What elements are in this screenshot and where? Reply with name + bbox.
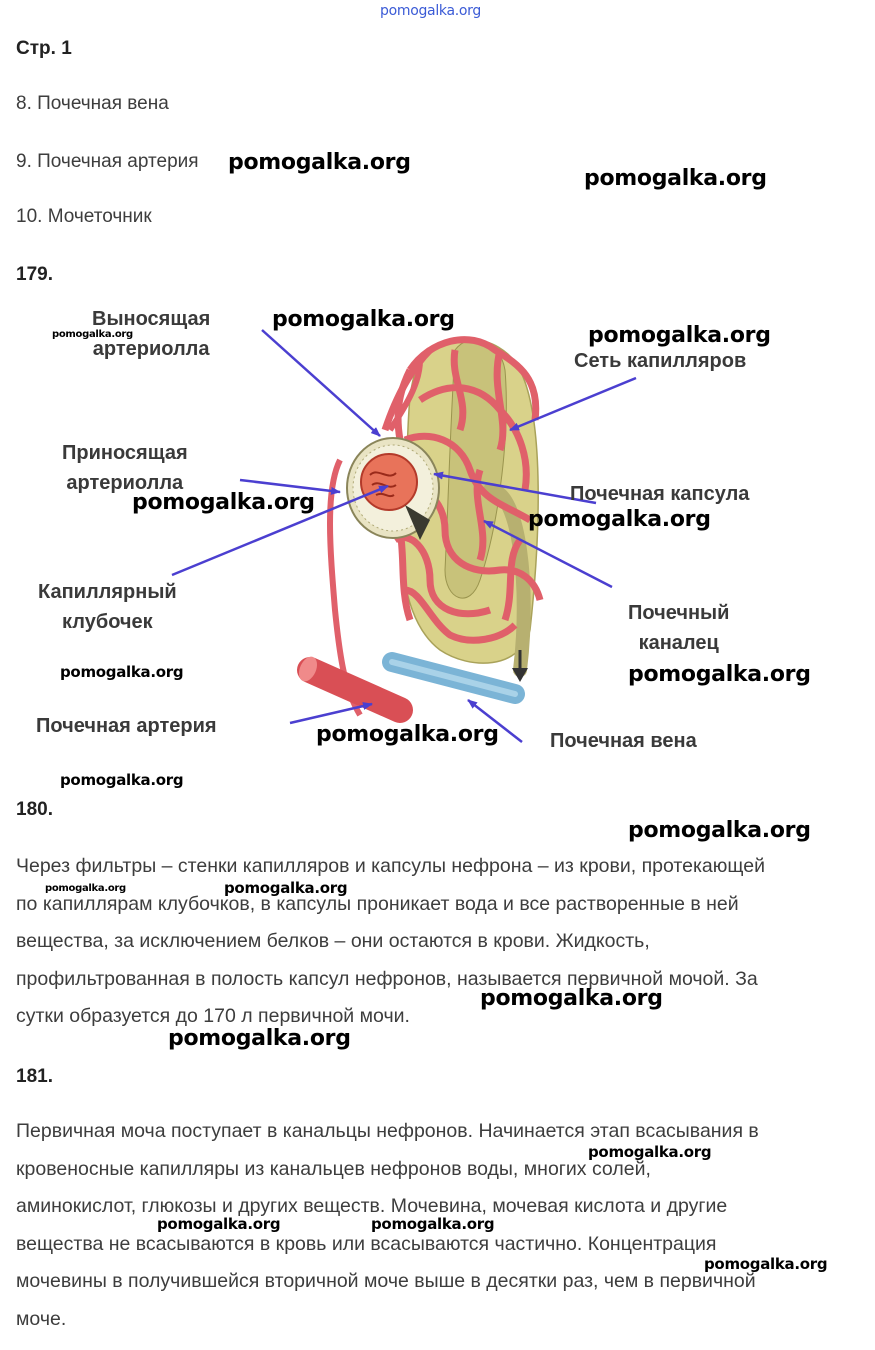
watermark: pomogalka.org <box>224 879 348 897</box>
watermark: pomogalka.org <box>588 323 771 348</box>
watermark: pomogalka.org <box>316 722 499 747</box>
list-item: 8. Почечная вена <box>16 93 169 114</box>
watermark: pomogalka.org <box>132 490 315 515</box>
watermark: pomogalka.org <box>628 818 811 843</box>
watermark: pomogalka.org <box>52 329 133 340</box>
label-capillary-network: Сеть капилляров <box>574 350 747 372</box>
label-afferent-arteriole: Приносящая артериолла <box>62 442 188 494</box>
glomerulus <box>347 438 439 540</box>
watermark: pomogalka.org <box>528 507 711 532</box>
arrow-efferent <box>262 330 380 436</box>
page-label: Стр. 1 <box>16 38 72 59</box>
label-efferent-arteriole: Выносящая артериолла <box>92 308 211 360</box>
watermark: pomogalka.org <box>168 1026 351 1051</box>
watermark: pomogalka.org <box>588 1143 712 1161</box>
renal-vein-shape <box>392 662 515 694</box>
section-heading-179: 179. <box>16 264 53 285</box>
watermark: pomogalka.org <box>60 663 184 681</box>
watermark: pomogalka.org <box>45 883 126 894</box>
paragraph-181: Первичная моча поступает в канальцы нефронов. Начинается этап всасывания в кровеносные капилляры из канальцев нефронов воды, многих солей, аминокислот, глюкозы и других веществ. Мочевина, мочевая кислота и другие вещества не всасываются в кровь или всасываются частично. Концентрация мочевины в получившейся вторичной моче выше в десятки раз, чем в первичной моче. <box>16 1120 759 1330</box>
list-item: 10. Мочеточник <box>16 206 152 227</box>
watermark: pomogalka.org <box>60 771 184 789</box>
section-heading-181: 181. <box>16 1066 53 1087</box>
watermark: pomogalka.org <box>704 1255 828 1273</box>
watermark: pomogalka.org <box>157 1215 281 1233</box>
watermark-top: pomogalka.org <box>380 3 481 19</box>
label-renal-artery: Почечная артерия <box>36 715 217 737</box>
list-item: 9. Почечная артерия <box>16 151 199 172</box>
label-renal-capsule: Почечная капсула <box>570 483 750 505</box>
watermark: pomogalka.org <box>584 166 767 191</box>
section-heading-180: 180. <box>16 799 53 820</box>
watermark: pomogalka.org <box>272 307 455 332</box>
watermark: pomogalka.org <box>228 150 411 175</box>
watermark: pomogalka.org <box>628 662 811 687</box>
label-glomerulus: Капиллярный клубочек <box>38 581 177 633</box>
watermark: pomogalka.org <box>371 1215 495 1233</box>
watermark: pomogalka.org <box>480 986 663 1011</box>
paragraph-180: Через фильтры – стенки капилляров и капсулы нефрона – из крови, протекающей по капиллярам клубочков, в капсулы проникает вода и все растворенные в ней вещества, за исключением белков – они остаются в крови. Жидкость, профильтрованная в полость капсул нефронов, называется первичной мочой. За сутки образуется до 170 л первичной мочи. <box>16 855 765 1027</box>
label-renal-vein: Почечная вена <box>550 730 697 752</box>
label-renal-tubule: Почечный каналец <box>628 602 730 654</box>
